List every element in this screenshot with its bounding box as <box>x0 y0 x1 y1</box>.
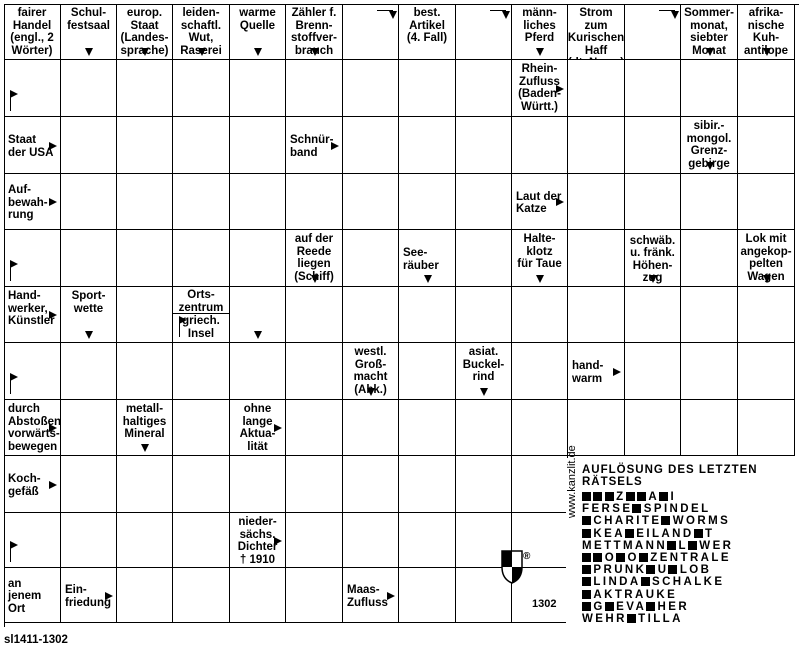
answer-cell[interactable] <box>399 287 456 343</box>
answer-cell[interactable] <box>343 400 399 456</box>
solution-row: LINDA SCHALKE <box>582 576 724 588</box>
answer-cell[interactable] <box>456 174 512 230</box>
clue-text: metall- haltiges Mineral <box>122 403 167 440</box>
solution-block <box>688 541 697 550</box>
clue-text: fairer Handel (engl., 2 Wörter) <box>10 7 54 57</box>
answer-cell[interactable] <box>230 456 286 513</box>
answer-cell[interactable] <box>568 174 625 230</box>
right-arrow-icon <box>556 198 564 206</box>
clue-text: nieder- sächs. Dichter † 1910 <box>237 516 278 566</box>
solution-row: O O ZENTRALE <box>582 552 731 564</box>
clue-text: Zähler f. Brenn- stoffver- brauch <box>290 7 337 57</box>
bent-arrow-icon <box>179 321 189 337</box>
right-arrow-icon <box>49 311 57 319</box>
answer-cell[interactable] <box>117 568 173 623</box>
clue-text: Staat der USA <box>8 134 54 159</box>
answer-cell[interactable] <box>681 60 738 117</box>
right-arrow-icon <box>613 368 621 376</box>
clue-text: afrika- nische Kuh- antilope <box>743 7 789 57</box>
answer-cell[interactable] <box>343 513 399 568</box>
answer-cell[interactable] <box>173 400 230 456</box>
clue-text: leiden- schaftl. Wut, Raserei <box>180 7 222 57</box>
down-arrow-icon <box>254 48 262 56</box>
right-arrow-icon <box>49 198 57 206</box>
answer-cell[interactable] <box>173 343 230 400</box>
clue-divider <box>173 313 229 314</box>
solution-block <box>646 565 655 574</box>
answer-cell[interactable] <box>286 60 343 117</box>
clue-text: Auf- bewah- rung <box>8 184 48 222</box>
solution-row: KEA EILAND T <box>582 528 714 540</box>
bent-arrow-icon <box>377 10 393 20</box>
solution-block <box>637 492 646 501</box>
answer-cell[interactable] <box>512 456 568 513</box>
down-arrow-icon <box>311 275 319 283</box>
answer-cell[interactable] <box>456 400 512 456</box>
clue-text: best. Artikel (4. Fall) <box>406 7 448 44</box>
answer-cell[interactable] <box>738 343 795 400</box>
clue-text: Schul- festsaal <box>67 7 110 32</box>
clue-text: warme Quelle <box>239 7 276 32</box>
answer-cell[interactable] <box>456 456 512 513</box>
clue-text: sibir.- mongol. Grenz- gebirge <box>686 120 732 170</box>
clue-text: Hand- werker, Künstler <box>8 290 55 327</box>
answer-cell[interactable] <box>568 230 625 287</box>
solution-title-line-2: RÄTSELS <box>582 476 643 488</box>
down-arrow-icon <box>198 48 206 56</box>
right-arrow-icon <box>105 592 113 600</box>
answer-cell[interactable] <box>456 60 512 117</box>
answer-cell[interactable] <box>173 456 230 513</box>
clue-text: an jenem Ort <box>8 577 42 615</box>
solution-block <box>659 492 668 501</box>
answer-cell[interactable] <box>625 117 681 174</box>
answer-cell[interactable] <box>681 174 738 230</box>
solution-row: PRUNK U LOB <box>582 564 711 576</box>
solution-block <box>582 602 591 611</box>
answer-cell[interactable] <box>681 230 738 287</box>
down-arrow-icon <box>367 388 375 396</box>
answer-cell[interactable] <box>286 400 343 456</box>
solution-row: G EVA HER <box>582 601 689 613</box>
answer-cell[interactable] <box>230 568 286 623</box>
clue-cell <box>568 4 625 60</box>
answer-cell[interactable] <box>230 117 286 174</box>
down-arrow-icon <box>536 48 544 56</box>
solution-block <box>646 602 655 611</box>
clue-text: Sommer- monat, siebter Monat <box>684 7 734 57</box>
answer-cell[interactable] <box>343 60 399 117</box>
solution-block <box>593 553 602 562</box>
answer-cell[interactable] <box>61 230 117 287</box>
solution-row: AKTRAUKE <box>582 589 677 601</box>
right-arrow-icon <box>274 424 282 432</box>
down-arrow-icon <box>254 331 262 339</box>
clue-text: griech. Insel <box>182 315 220 340</box>
answer-cell[interactable] <box>399 117 456 174</box>
bent-arrow-icon <box>490 10 506 20</box>
clue-text: Koch- gefäß <box>8 473 41 498</box>
previous-solution-panel <box>566 445 799 627</box>
clue-text: asiat. Buckel- rind <box>462 346 505 383</box>
clue-text: schwäb. u. fränk. Höhen- zug <box>629 234 676 284</box>
answer-cell[interactable] <box>512 117 568 174</box>
answer-cell[interactable] <box>399 174 456 230</box>
bent-arrow-icon <box>10 546 20 562</box>
answer-cell[interactable] <box>286 343 343 400</box>
down-arrow-icon <box>649 275 657 283</box>
right-arrow-icon <box>387 592 395 600</box>
down-arrow-icon <box>763 275 771 283</box>
answer-cell[interactable] <box>738 117 795 174</box>
bent-arrow-icon <box>10 95 20 111</box>
answer-cell[interactable] <box>230 174 286 230</box>
answer-cell[interactable] <box>61 343 117 400</box>
bent-arrow-icon <box>659 10 675 20</box>
answer-cell[interactable] <box>343 230 399 287</box>
answer-cell[interactable] <box>625 60 681 117</box>
answer-cell[interactable] <box>568 287 625 343</box>
solution-block <box>626 492 635 501</box>
answer-cell[interactable] <box>286 568 343 623</box>
solution-block <box>582 553 591 562</box>
answer-cell[interactable] <box>399 568 456 623</box>
down-arrow-icon <box>536 275 544 283</box>
solution-block <box>582 590 591 599</box>
publisher-url: www.kanzlit.de <box>566 445 578 518</box>
answer-cell[interactable] <box>117 117 173 174</box>
answer-cell[interactable] <box>568 117 625 174</box>
solution-block <box>639 553 648 562</box>
down-arrow-icon <box>85 331 93 339</box>
solution-row: WEHR TILLA <box>582 613 683 625</box>
solution-row: Z A I <box>582 491 676 503</box>
answer-cell[interactable] <box>512 343 568 400</box>
clue-text: Strom zum Kurischen Haff <box>567 7 625 57</box>
answer-cell[interactable] <box>173 230 230 287</box>
right-arrow-icon <box>49 481 57 489</box>
answer-cell[interactable] <box>681 343 738 400</box>
solution-block <box>593 492 602 501</box>
clue-text: See- räuber <box>403 247 439 272</box>
solution-block <box>582 565 591 574</box>
answer-cell[interactable] <box>343 456 399 513</box>
clue-text: Schnür- band <box>290 134 334 159</box>
answer-cell[interactable] <box>173 117 230 174</box>
clue-text: Laut der Katze <box>516 190 562 215</box>
answer-cell[interactable] <box>738 400 795 456</box>
down-arrow-icon <box>141 48 149 56</box>
clue-text: Lok mit angekop- pelten Wagen <box>740 233 792 283</box>
clue-text: ohne lange Aktua- lität <box>239 403 276 453</box>
answer-cell[interactable] <box>456 117 512 174</box>
clue-text: europ. Staat (Landes- sprache) <box>120 7 169 57</box>
answer-cell[interactable] <box>117 343 173 400</box>
solution-block <box>667 541 676 550</box>
answer-cell[interactable] <box>230 343 286 400</box>
down-arrow-icon <box>480 388 488 396</box>
solution-block <box>661 516 670 525</box>
answer-cell[interactable] <box>173 60 230 117</box>
answer-cell[interactable] <box>738 174 795 230</box>
clue-text: westl. Groß- macht (Abk.) <box>353 346 388 396</box>
shield-logo-icon <box>500 549 532 585</box>
down-arrow-icon <box>85 48 93 56</box>
answer-cell[interactable] <box>625 174 681 230</box>
answer-cell[interactable] <box>681 400 738 456</box>
solution-block <box>627 614 636 623</box>
answer-cell[interactable] <box>61 60 117 117</box>
clue-cell <box>4 4 61 60</box>
answer-cell[interactable] <box>343 117 399 174</box>
solution-block <box>582 529 591 538</box>
answer-cell[interactable] <box>230 230 286 287</box>
answer-cell[interactable] <box>117 230 173 287</box>
solution-row: METTMANN L WER <box>582 539 734 552</box>
solution-title <box>582 464 758 488</box>
clue-text: auf der Reede liegen (Schiff) <box>294 233 334 283</box>
clue-text: Rhein- Zufluss (Baden- Württ.) <box>518 63 561 113</box>
answer-cell[interactable] <box>61 117 117 174</box>
right-arrow-icon <box>274 537 282 545</box>
footer-code: sl1411-1302 <box>4 634 68 646</box>
answer-cell[interactable] <box>117 456 173 513</box>
registered-mark: ® <box>523 551 531 562</box>
answer-cell[interactable] <box>625 343 681 400</box>
answer-cell[interactable] <box>399 456 456 513</box>
down-arrow-icon <box>706 162 714 170</box>
solution-block <box>694 529 703 538</box>
answer-cell[interactable] <box>117 513 173 568</box>
answer-cell[interactable] <box>286 174 343 230</box>
right-arrow-icon <box>556 85 564 93</box>
clue-text: Ein- friedung <box>65 584 111 609</box>
clue-text: hand- warm <box>572 360 604 385</box>
answer-cell[interactable] <box>61 513 117 568</box>
solution-row: FERSE SPINDEL <box>582 503 711 516</box>
answer-cell[interactable] <box>568 60 625 117</box>
right-arrow-icon <box>331 142 339 150</box>
answer-cell[interactable] <box>456 287 512 343</box>
answer-cell[interactable] <box>681 287 738 343</box>
solution-title-line-1: AUFLÖSUNG DES LETZTEN <box>582 464 758 476</box>
answer-cell[interactable] <box>173 513 230 568</box>
solution-block <box>632 504 641 513</box>
answer-cell[interactable] <box>343 287 399 343</box>
right-arrow-icon <box>49 142 57 150</box>
answer-cell[interactable] <box>230 60 286 117</box>
answer-cell[interactable] <box>173 174 230 230</box>
clue-text: durch Abstoßen vorwärts- bewegen <box>8 403 62 453</box>
down-arrow-icon <box>424 275 432 283</box>
bent-arrow-icon <box>10 378 20 394</box>
solution-block <box>668 565 677 574</box>
answer-cell[interactable] <box>512 400 568 456</box>
solution-block <box>582 492 591 501</box>
answer-cell[interactable] <box>61 456 117 513</box>
answer-cell[interactable] <box>456 230 512 287</box>
puzzle-number: 1302 <box>532 598 557 610</box>
down-arrow-icon <box>706 48 714 56</box>
answer-cell[interactable] <box>286 287 343 343</box>
down-arrow-icon <box>311 48 319 56</box>
answer-cell[interactable] <box>512 287 568 343</box>
answer-cell[interactable] <box>399 60 456 117</box>
answer-cell[interactable] <box>61 400 117 456</box>
answer-cell[interactable] <box>117 174 173 230</box>
answer-cell[interactable] <box>286 456 343 513</box>
answer-cell[interactable] <box>625 400 681 456</box>
answer-cell[interactable] <box>399 513 456 568</box>
down-arrow-icon <box>763 48 771 56</box>
answer-cell[interactable] <box>117 287 173 343</box>
answer-cell[interactable] <box>61 174 117 230</box>
clue-text: Maas- Zufluss <box>347 584 388 609</box>
down-arrow-icon <box>141 444 149 452</box>
solution-block <box>616 553 625 562</box>
clue-text: Sport- wette <box>71 290 106 315</box>
answer-cell[interactable] <box>173 568 230 623</box>
clue-cell <box>399 4 456 60</box>
solution-block <box>582 516 591 525</box>
answer-cell[interactable] <box>286 513 343 568</box>
right-arrow-icon <box>49 424 57 432</box>
answer-cell[interactable] <box>738 287 795 343</box>
clue-text: Halte- klotz für Taue <box>517 233 562 270</box>
answer-cell[interactable] <box>399 343 456 400</box>
clue-cell <box>4 568 61 623</box>
answer-cell[interactable] <box>117 60 173 117</box>
clue-text: männ- liches Pferd <box>522 7 557 44</box>
solution-block <box>605 602 614 611</box>
solution-block <box>605 492 614 501</box>
answer-cell[interactable] <box>343 174 399 230</box>
solution-block <box>582 577 591 586</box>
solution-block <box>625 529 634 538</box>
clue-text: Orts- zentrum <box>178 289 224 314</box>
answer-cell[interactable] <box>738 60 795 117</box>
bent-arrow-icon <box>10 265 20 281</box>
answer-cell[interactable] <box>399 400 456 456</box>
answer-cell[interactable] <box>625 287 681 343</box>
solution-block <box>641 577 650 586</box>
solution-row: CHARITE WORMS <box>582 515 730 527</box>
